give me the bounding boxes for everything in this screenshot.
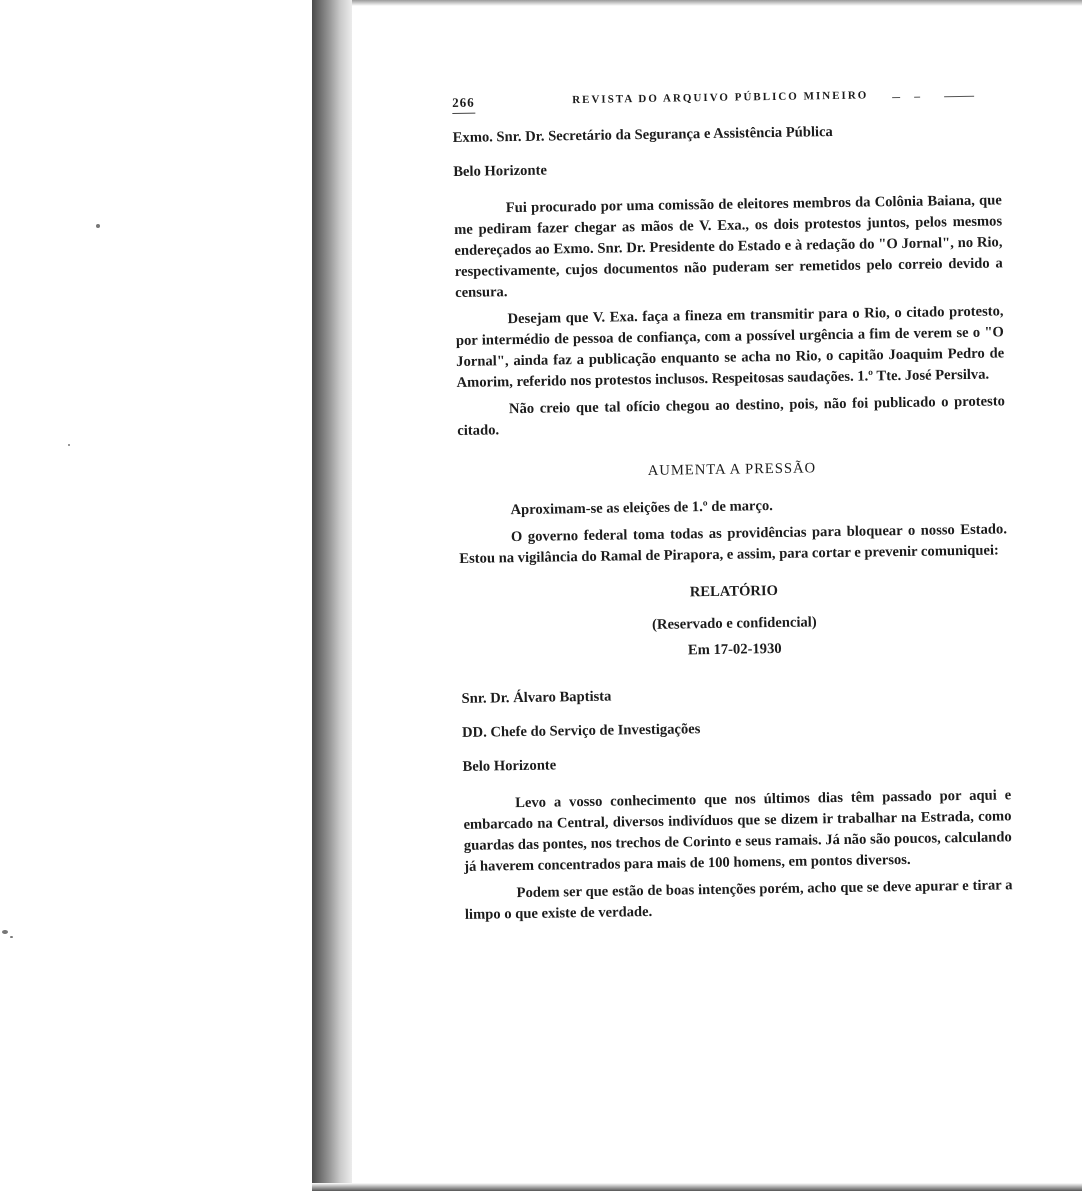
- book-spine-shadow: [312, 0, 352, 1191]
- section-title: AUMENTA A PRESSÃO: [647, 460, 817, 479]
- header-rule: [892, 97, 900, 98]
- facing-page-margin: [0, 0, 312, 1191]
- header-rule: [914, 97, 920, 98]
- scan-speck: [96, 224, 100, 228]
- report-paragraph: Levo a vosso conhecimento que nos últimos dias têm passado por aqui e embarcado na Central, diversos indivíduos que se dizem ir trabalhar na Estrada, como guardas das pontes, nos trechos de Corinto e seus ramais. Já não são poucos, calculando já haverem concentrados para mais de 100 homens, em pontos diversos.: [463, 787, 1012, 875]
- page-number: 266: [452, 92, 475, 114]
- report-date: Em 17-02-1930: [687, 640, 782, 659]
- report-addressee: Snr. Dr. Álvaro Baptista: [461, 688, 612, 707]
- section-paragraph: Aproximam-se as eleições de 1.º de março.: [510, 498, 773, 519]
- running-title: REVISTA DO ARQUIVO PÚBLICO MINEIRO: [572, 89, 869, 107]
- page-header: [452, 83, 1000, 114]
- report-title: RELATÓRIO: [689, 582, 779, 601]
- report-subtitle: (Reservado e confidencial): [651, 614, 817, 633]
- header-rule: [944, 96, 974, 97]
- scan-speck: [68, 444, 70, 446]
- report-paragraph: Podem ser que estão de boas intenções porém, acho que se deve apurar e tirar a limpo o que existe de verdade.: [464, 877, 1013, 923]
- report-city: Belo Horizonte: [462, 757, 557, 775]
- scan-speck: [2, 930, 8, 934]
- scan-speck: [10, 936, 13, 938]
- letter-city: Belo Horizonte: [453, 162, 547, 180]
- letter-paragraph: Desejam que V. Exa. faça a fineza em transmitir para o Rio, o citado protesto, por intermédio de pessoa de confiança, com a possível urgência a fim de verem se o "O Jornal", ainda faz a publicação enquanto se acha no Rio, o capitão Joaquim Pedro de Amorim, referido nos protestos inclusos. Respeitosas saudações. 1.º Tte. José Persilva.: [455, 303, 1005, 391]
- report-position: DD. Chefe do Serviço de Investigações: [461, 721, 701, 741]
- top-edge-shadow: [352, 0, 1082, 6]
- letter-paragraph: Não creio que tal ofício chegou ao destino, pois, não foi publicado o protesto citado.: [457, 393, 1006, 439]
- section-paragraph: O governo federal toma todas as providências para bloquear o nosso Estado. Estou na vigilância do Ramal de Pirapora, e assim, para cortar e prevenir comuniquei:: [459, 521, 1008, 567]
- book-page: [452, 83, 1017, 1161]
- bottom-edge-shadow: [312, 1183, 1082, 1191]
- letter-addressee: Exmo. Snr. Dr. Secretário da Segurança e Assistência Pública: [452, 124, 833, 146]
- letter-paragraph: Fui procurado por uma comissão de eleitores membros da Colônia Baiana, que me pediram fazer chegar as mãos de V. Exa., os dois protestos juntos, pelos mesmos endereçados ao Exmo. Snr. Dr. Presidente do Estado e à redação do "O Jornal", no Rio, respectivamente, cujos documentos não puderam ser remetidos pelo correio devido a censura.: [454, 192, 1003, 301]
